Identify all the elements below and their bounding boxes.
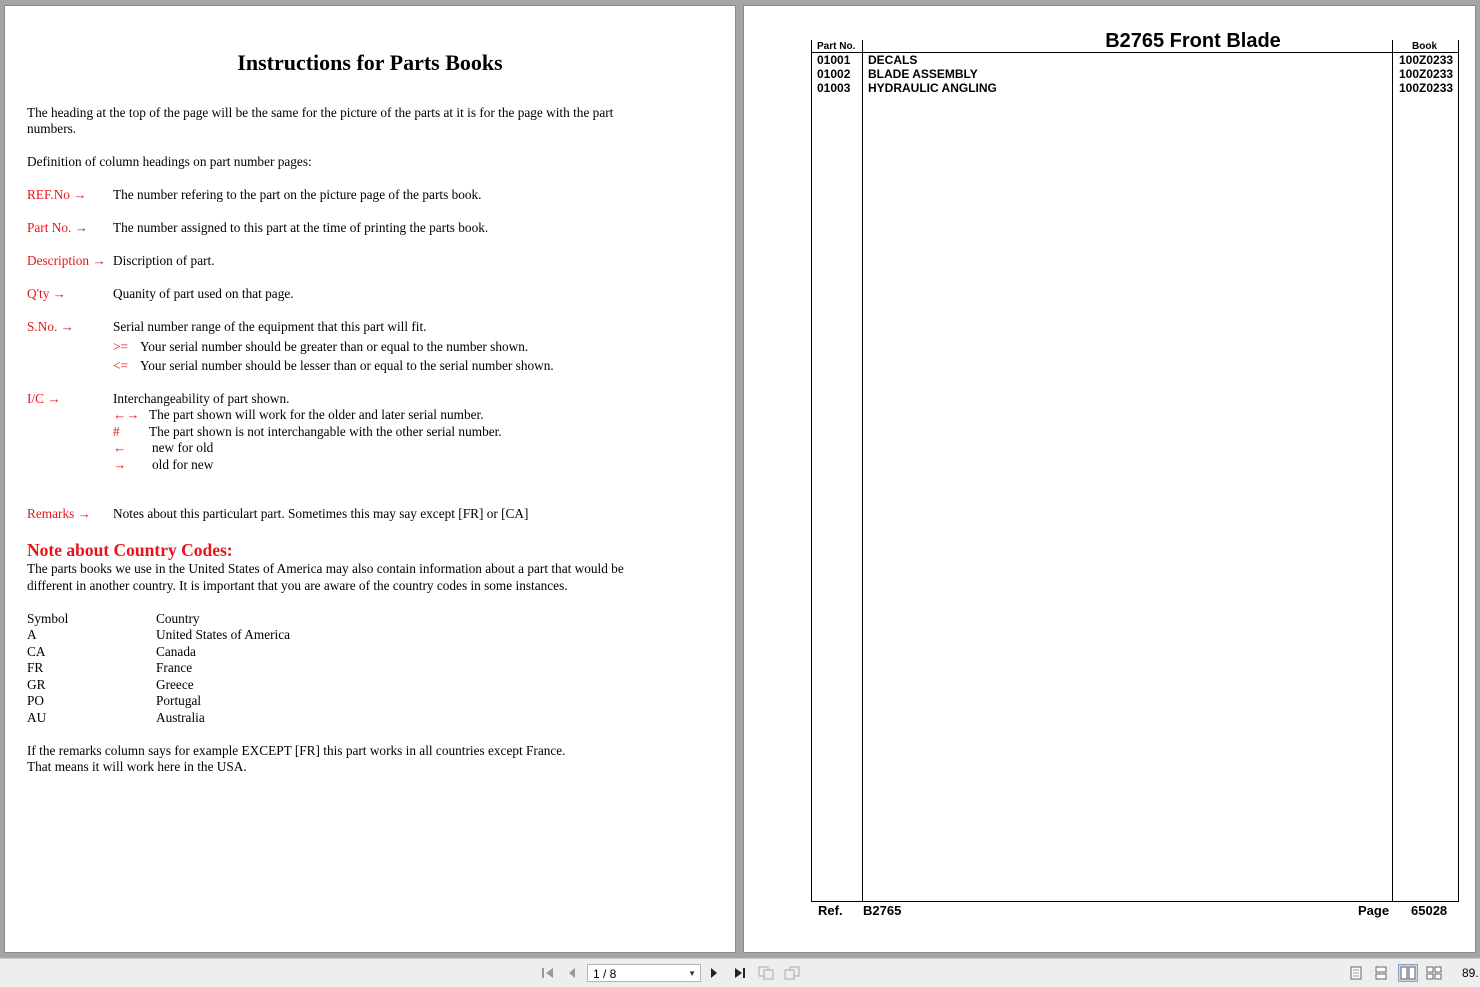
country-header-symbol: Symbol xyxy=(27,611,69,626)
go-forward-button[interactable] xyxy=(783,965,801,981)
first-page-icon xyxy=(541,967,555,979)
column-divider xyxy=(1392,40,1393,901)
two-page-view-button[interactable] xyxy=(1398,964,1418,982)
left-document-page xyxy=(5,6,735,952)
note-title: Note about Country Codes: xyxy=(27,540,233,560)
intro-line-2: numbers. xyxy=(27,121,77,136)
parts-table-frame xyxy=(811,40,1459,902)
column-header-part-no: Part No. xyxy=(817,41,856,52)
page-indicator: 1 / 8 xyxy=(593,967,617,981)
ic-text-right: old for new xyxy=(152,457,214,472)
def-text-ref-no: The number refering to the part on the picture page of the parts book. xyxy=(113,187,482,202)
ic-symbol-left: ← xyxy=(113,440,127,455)
previous-page-icon xyxy=(567,967,577,979)
two-page-continuous-icon xyxy=(1426,966,1442,980)
part-book: 100Z0233 xyxy=(1399,67,1454,81)
part-number: 01002 xyxy=(817,67,851,81)
zoom-level[interactable]: 89. xyxy=(1462,966,1479,980)
single-page-view-button[interactable] xyxy=(1346,964,1366,982)
def-label-remarks: Remarks → xyxy=(27,506,91,521)
two-page-continuous-view-button[interactable] xyxy=(1424,964,1444,982)
definition-heading: Definition of column headings on part number pages: xyxy=(27,154,312,169)
country-name: Portugal xyxy=(156,693,202,708)
sno-symbol-gte: >= xyxy=(113,339,128,354)
country-header-country: Country xyxy=(156,611,200,626)
footer-page-label: Page xyxy=(1358,903,1390,918)
part-description: BLADE ASSEMBLY xyxy=(868,67,978,81)
footer-page-value: 65028 xyxy=(1411,903,1448,918)
last-page-button[interactable] xyxy=(731,965,749,981)
def-text-description: Discription of part. xyxy=(113,253,215,268)
ic-symbol-right: → xyxy=(113,457,127,472)
ic-symbol-both: ←→ xyxy=(113,407,140,422)
country-symbol: FR xyxy=(27,660,44,675)
part-description: DECALS xyxy=(868,53,918,67)
country-name: United States of America xyxy=(156,627,291,642)
column-divider xyxy=(862,40,863,901)
last-page-icon xyxy=(733,967,747,979)
country-symbol: CA xyxy=(27,644,46,659)
country-name: Canada xyxy=(156,644,196,659)
previous-page-button[interactable] xyxy=(563,965,581,981)
def-label-part-no: Part No. → xyxy=(27,220,88,235)
def-text-remarks: Notes about this particulart part. Sometimes this may say except [FR] or [CA] xyxy=(113,506,529,521)
country-symbol: AU xyxy=(27,710,47,725)
ic-symbol-hash: # xyxy=(113,424,120,439)
sno-text-lte: Your serial number should be lesser than or equal to the serial number shown. xyxy=(140,358,554,373)
note-line-1: The parts books we use in the United States of America may also contain information about a part that would be xyxy=(27,561,624,576)
closing-line-1: If the remarks column says for example EXCEPT [FR] this part works in all countries except France. xyxy=(27,743,566,758)
country-name: Australia xyxy=(156,710,205,725)
def-label-description: Description → xyxy=(27,253,106,268)
footer-ref-value: B2765 xyxy=(863,903,902,918)
next-page-button[interactable] xyxy=(705,965,723,981)
part-number: 01003 xyxy=(817,81,851,95)
def-label-qty: Q'ty → xyxy=(27,286,66,301)
continuous-view-button[interactable] xyxy=(1371,964,1391,982)
def-text-sno: Serial number range of the equipment that this part will fit. xyxy=(113,319,427,334)
footer-ref-label: Ref. xyxy=(818,903,843,918)
def-text-part-no: The number assigned to this part at the time of printing the parts book. xyxy=(113,220,489,235)
part-book: 100Z0233 xyxy=(1399,53,1454,67)
go-back-button[interactable] xyxy=(757,965,775,981)
country-symbol: GR xyxy=(27,677,46,692)
parts-page-title: B2765 Front Blade xyxy=(1105,30,1281,52)
right-document-page xyxy=(744,6,1475,952)
chevron-down-icon: ▼ xyxy=(688,969,696,978)
part-number: 01001 xyxy=(817,53,851,67)
def-text-qty: Quanity of part used on that page. xyxy=(113,286,294,301)
continuous-page-icon xyxy=(1375,966,1387,980)
ic-text-hash: The part shown is not interchangable with the other serial number. xyxy=(149,424,502,439)
go-back-icon xyxy=(758,966,774,980)
two-page-icon xyxy=(1400,966,1416,980)
sno-text-gte: Your serial number should be greater than or equal to the number shown. xyxy=(140,339,529,354)
country-name: Greece xyxy=(156,677,194,692)
country-name: France xyxy=(156,660,193,675)
part-book: 100Z0233 xyxy=(1399,81,1454,95)
country-symbol: PO xyxy=(27,693,44,708)
ic-text-left: new for old xyxy=(152,440,214,455)
page-number-select[interactable] xyxy=(587,964,701,982)
def-label-ic: I/C → xyxy=(27,391,61,406)
first-page-button[interactable] xyxy=(539,965,557,981)
single-page-icon xyxy=(1350,966,1362,980)
note-line-2: different in another country. It is important that you are aware of the country codes in some instances. xyxy=(27,578,568,593)
closing-line-2: That means it will work here in the USA. xyxy=(27,759,247,774)
column-header-book: Book xyxy=(1412,41,1437,52)
page-heading: Instructions for Parts Books xyxy=(237,50,503,75)
go-forward-icon xyxy=(784,966,800,980)
def-label-ref-no: REF.No → xyxy=(27,187,87,202)
def-text-ic: Interchangeability of part shown. xyxy=(113,391,290,406)
intro-line-1: The heading at the top of the page will be the same for the picture of the parts at it is for the page with the part xyxy=(27,105,614,120)
ic-text-both: The part shown will work for the older and later serial number. xyxy=(149,407,484,422)
part-description: HYDRAULIC ANGLING xyxy=(868,81,997,95)
viewer-toolbar xyxy=(0,958,1480,987)
next-page-icon xyxy=(709,967,719,979)
def-label-sno: S.No. → xyxy=(27,319,74,334)
country-symbol: A xyxy=(27,627,37,642)
sno-symbol-lte: <= xyxy=(113,358,128,373)
